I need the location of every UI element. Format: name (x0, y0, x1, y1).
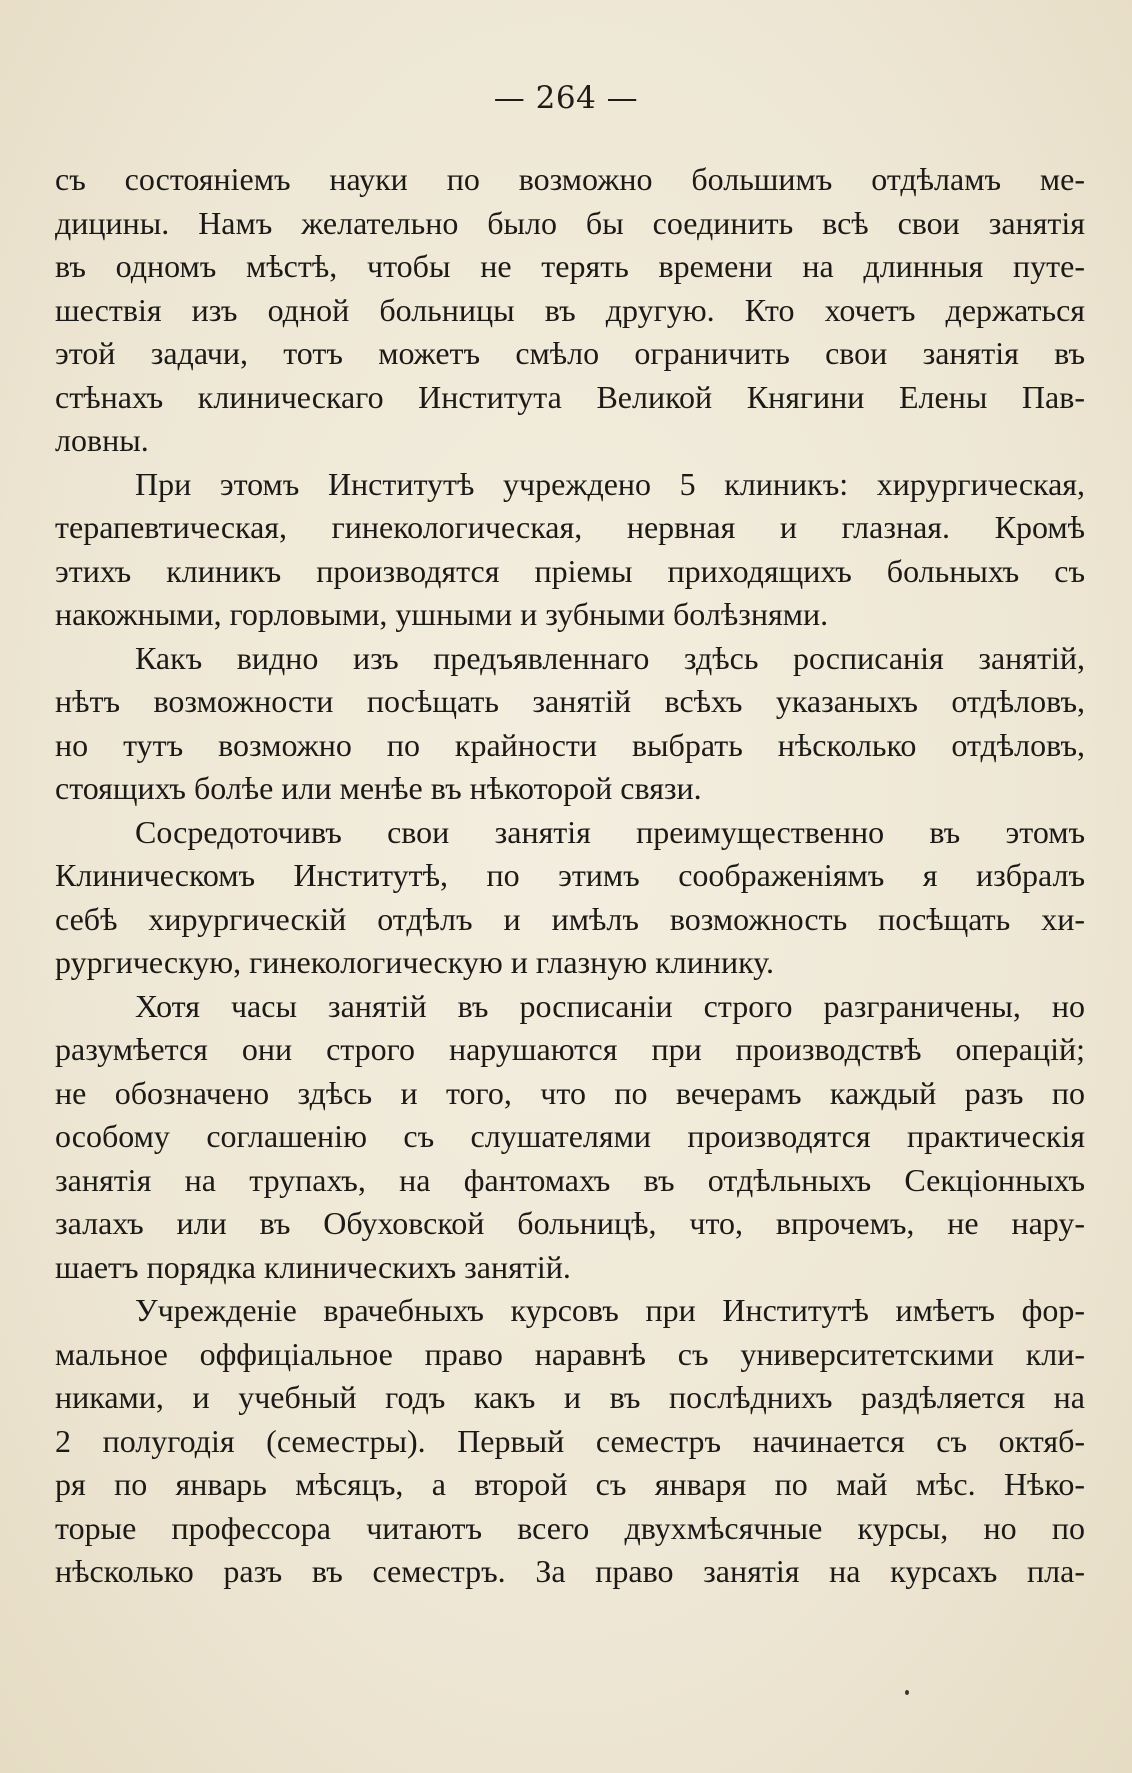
text-line: залахъ или въ Обуховской больницѣ, что, впрочемъ, не нару- (55, 1205, 1085, 1241)
text-line: дицины. Намъ желательно было бы соединить всѣ свои занятія (55, 204, 1085, 241)
text-line: себѣ хирургическій отдѣлъ и имѣлъ возможность посѣщать хи- (55, 900, 1085, 937)
text-line: особому соглашенію съ слушателями производятся практическія (55, 1118, 1085, 1154)
text-line: рургическую, гинекологическую и глазную клинику. (55, 944, 774, 980)
body-text (55, 158, 1085, 1594)
text-line: Хотя часы занятій въ росписаніи строго разграничены, но (135, 987, 1085, 1024)
text-line: этой задачи, тотъ можетъ смѣло ограничить свои занятія въ (55, 335, 1085, 371)
text-line: Клиническомъ Институтѣ, по этимъ соображеніямъ я избралъ (55, 857, 1085, 893)
text-line: но тутъ возможно по крайности выбрать нѣсколько отдѣловъ, (55, 726, 1085, 763)
text-line: никами, и учебный годъ какъ и въ послѣднихъ раздѣляется на (55, 1379, 1085, 1415)
text-line: въ одномъ мѣстѣ, чтобы не терять времени на длинныя путе- (55, 248, 1085, 284)
text-line: стѣнахъ клиническаго Института Великой Княгини Елены Пав- (55, 378, 1085, 415)
text-line: ря по январь мѣсяцъ, а второй съ января по май мѣс. Нѣко- (55, 1466, 1085, 1502)
text-line: нѣтъ возможности посѣщать занятій всѣхъ указаныхъ отдѣловъ, (55, 683, 1085, 719)
text-line: мальное оффиціальное право наравнѣ съ университетскими кли- (55, 1335, 1085, 1372)
text-line: 2 полугодія (семестры). Первый семестръ начинается съ октяб- (55, 1422, 1085, 1459)
text-line: разумѣется они строго нарушаются при производствѣ операцій; (55, 1031, 1085, 1067)
text-line: торые профессора читаютъ всего двухмѣсячные курсы, но по (55, 1509, 1085, 1546)
text-line: Какъ видно изъ предъявленнаго здѣсь росписанія занятій, (135, 639, 1085, 676)
text-line: съ состояніемъ науки по возможно большимъ отдѣламъ ме- (55, 161, 1085, 197)
text-line: занятія на трупахъ, на фантомахъ въ отдѣльныхъ Секціонныхъ (55, 1161, 1085, 1198)
text-line: шествія изъ одной больницы въ другую. Кто хочетъ держаться (55, 291, 1085, 328)
text-line: нѣсколько разъ въ семестръ. За право занятія на курсахъ пла- (55, 1553, 1085, 1589)
text-line: шаетъ порядка клиническихъ занятій. (55, 1248, 571, 1285)
ink-speck (905, 1690, 909, 1695)
text-line: При этомъ Институтѣ учреждено 5 клиникъ: хирургическая, (135, 465, 1085, 502)
text-line: терапевтическая, гинекологическая, нервная и глазная. Кромѣ (55, 509, 1085, 545)
text-line: накожными, горловыми, ушными и зубными болѣзнями. (55, 596, 829, 632)
page-number: — 264 — (493, 80, 639, 116)
text-line: не обозначено здѣсь и того, что по вечерамъ каждый разъ по (55, 1074, 1085, 1111)
text-line: этихъ клиникъ производятся пріемы приходящихъ больныхъ съ (55, 552, 1085, 589)
text-line: Учрежденіе врачебныхъ курсовъ при Институтѣ имѣетъ фор- (135, 1292, 1085, 1328)
text-line: стоящихъ болѣе или менѣе въ нѣкоторой связи. (55, 770, 702, 806)
text-line: ловны. (55, 422, 149, 458)
text-line: Сосредоточивъ свои занятія преимущественно въ этомъ (135, 813, 1085, 850)
